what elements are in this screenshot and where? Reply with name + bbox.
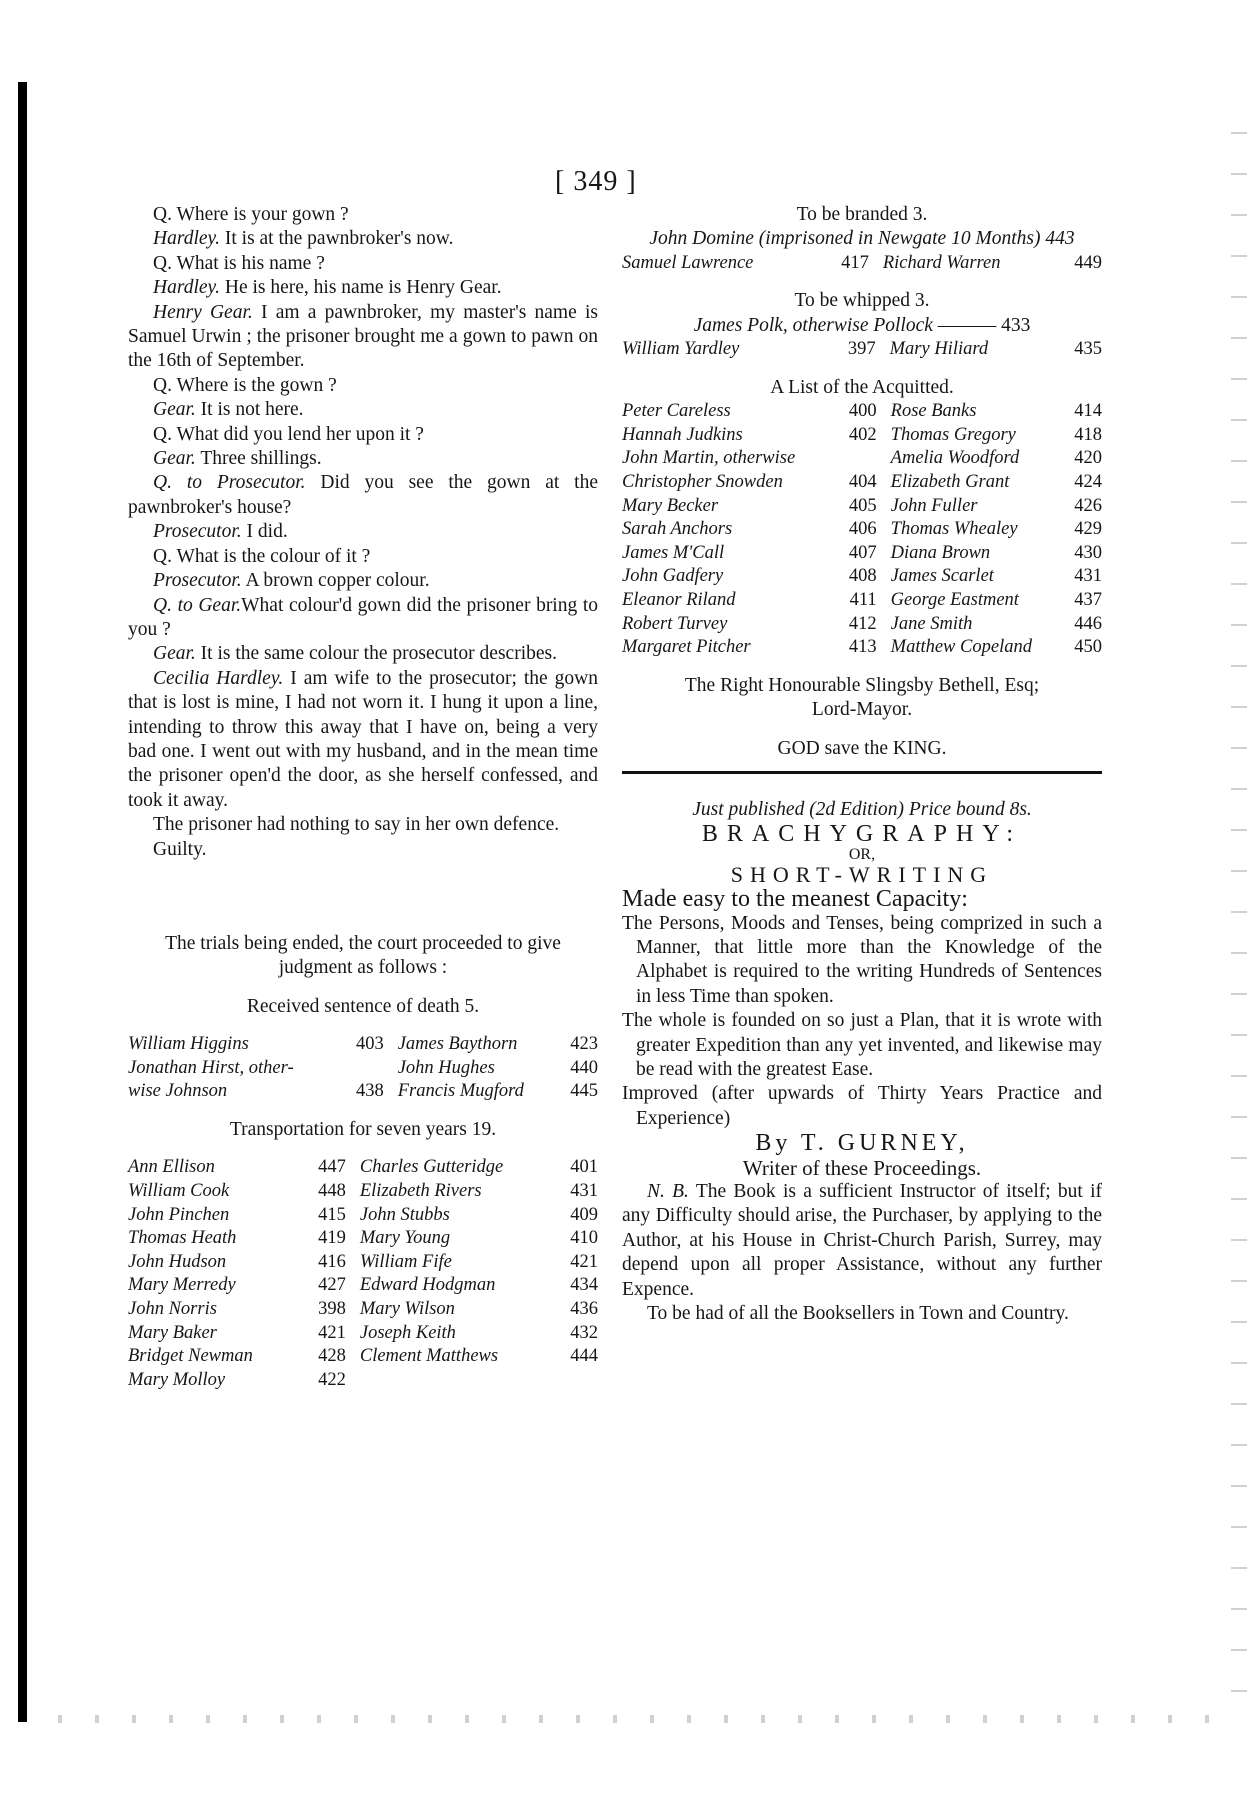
case-number: 405 — [848, 495, 877, 516]
testimony-line — [128, 447, 598, 471]
testimony-text: It is not here. — [195, 399, 304, 421]
person-name: Jane Smith — [890, 613, 973, 634]
testimony-line — [128, 398, 598, 422]
testimony-text: Q. What is his name ? — [153, 252, 325, 274]
case-number: 407 — [848, 542, 877, 563]
person-name: wise Johnson — [128, 1081, 228, 1102]
person-name: Mary Merredy — [128, 1275, 236, 1296]
case-number: 400 — [848, 401, 877, 422]
person-name: John Pinchen — [128, 1204, 230, 1225]
testimony-line — [128, 276, 598, 300]
case-number: 423 — [570, 1034, 598, 1055]
testimony — [128, 203, 598, 862]
case-number: 445 — [570, 1081, 598, 1102]
name-row — [128, 1369, 598, 1393]
case-number: 408 — [848, 566, 877, 587]
person-name: Diana Brown — [890, 542, 991, 563]
name-row — [128, 1204, 598, 1228]
name-row — [622, 447, 1102, 471]
person-name: Richard Warren — [882, 252, 1001, 273]
name-row — [128, 1298, 598, 1322]
case-number: 413 — [848, 637, 877, 658]
testimony-text: Q. Where is your gown ? — [153, 204, 349, 225]
testimony-text: I did. — [241, 521, 288, 543]
person-name — [360, 1369, 560, 1393]
name-row — [622, 495, 1102, 519]
name-row — [128, 1322, 598, 1346]
speaker-name: Hardley. — [153, 277, 220, 299]
testimony-text: I am a pawnbroker, my master's name is Samuel Urwin ; the prisoner brought me a gown to pawn on the 16th of September. — [128, 301, 598, 372]
testimony-text: Guilty. — [153, 838, 207, 860]
person-name: Matthew Copeland — [890, 637, 1032, 658]
ad-nb — [622, 1180, 1102, 1302]
mayor-line: The Right Honourable Slingsby Bethell, Esq; — [684, 674, 1040, 696]
testimony-line — [128, 374, 598, 398]
name-row — [622, 636, 1102, 660]
testimony-line — [128, 838, 598, 862]
case-number: 435 — [1074, 339, 1102, 360]
case-number — [343, 1057, 397, 1081]
case-number: 430 — [1074, 542, 1102, 563]
branded-table — [622, 252, 1102, 276]
speaker-name: Gear. — [153, 448, 196, 470]
person-name: Thomas Gregory — [890, 424, 1016, 445]
name-row — [622, 400, 1102, 424]
speaker-name: Cecilia Hardley. — [153, 667, 284, 689]
proceeding-text: The trials being ended, the court proceeded to give judgment as follows : — [165, 932, 561, 979]
case-number: 404 — [848, 472, 877, 492]
case-number: 417 — [841, 252, 869, 273]
testimony-line — [128, 203, 598, 227]
case-number: 414 — [1074, 401, 1102, 422]
whipped-heading: To be whipped 3. — [794, 290, 930, 312]
ad-published: Just published (2d Edition) Price bound 8s. — [692, 798, 1032, 820]
ad-sellers: To be had of all the Booksellers in Town and Country. — [647, 1303, 1069, 1325]
person-name: Robert Turvey — [622, 613, 728, 634]
case-number: 436 — [570, 1298, 598, 1319]
person-name: Mary Molloy — [128, 1369, 226, 1390]
case-number: 431 — [1074, 566, 1102, 587]
testimony-line — [128, 252, 598, 276]
testimony-line — [128, 642, 598, 666]
testimony-text: A brown copper colour. — [241, 570, 430, 592]
person-name: James Baythorn — [397, 1034, 518, 1055]
person-name: Christopher Snowden — [622, 472, 783, 492]
scan-noise — [1231, 110, 1247, 1730]
person-name: Joseph Keith — [359, 1322, 456, 1343]
person-name: John Gadfery — [622, 566, 724, 587]
case-number: 432 — [570, 1322, 598, 1343]
case-number: 440 — [570, 1057, 598, 1078]
ad-subtitle: SHORT-WRITING — [730, 861, 994, 887]
name-row — [622, 518, 1102, 542]
person-name: Clement Matthews — [359, 1346, 499, 1367]
case-number: 420 — [1074, 448, 1102, 469]
testimony-line — [128, 423, 598, 447]
case-number — [559, 1369, 598, 1393]
testimony-text: What colour'd gown did the prisoner bring to you ? — [128, 594, 599, 640]
divider-rule — [622, 771, 1102, 774]
case-number: 410 — [570, 1228, 598, 1249]
acquitted-heading: A List of the Acquitted. — [770, 376, 954, 398]
case-number: 419 — [318, 1228, 346, 1249]
person-name: Ann Ellison — [128, 1157, 215, 1178]
case-number: 421 — [570, 1251, 598, 1272]
case-number: 402 — [848, 424, 877, 445]
right-column — [622, 203, 1102, 1327]
speaker-name: Gear. — [153, 643, 196, 665]
person-name: Edward Hodgman — [359, 1275, 496, 1296]
person-name: John Norris — [128, 1298, 217, 1319]
case-number: 444 — [570, 1346, 598, 1367]
case-number: 401 — [570, 1157, 598, 1178]
case-number: 450 — [1074, 637, 1102, 658]
case-number: 422 — [318, 1369, 346, 1390]
whipped-name: James Polk, otherwise Pollock — [693, 314, 933, 336]
case-number: 415 — [318, 1204, 346, 1225]
person-name: Elizabeth Rivers — [359, 1180, 482, 1201]
person-name: Thomas Heath — [128, 1228, 237, 1249]
name-row — [622, 424, 1102, 448]
testimony-line — [128, 545, 598, 569]
name-row — [128, 1227, 598, 1251]
case-number: 426 — [1074, 495, 1102, 516]
case-number: 403 — [355, 1034, 384, 1055]
case-number: 398 — [318, 1298, 346, 1319]
case-number: 438 — [355, 1081, 384, 1102]
person-name: John Martin, otherwise — [622, 448, 796, 469]
person-name: William Higgins — [128, 1034, 249, 1055]
person-name: Sarah Anchors — [622, 519, 733, 540]
testimony-line — [128, 813, 598, 837]
speaker-name: Prosecutor. — [153, 570, 242, 592]
person-name: John Hughes — [397, 1057, 495, 1078]
person-name: Charles Gutteridge — [359, 1157, 504, 1178]
case-number: 411 — [849, 589, 877, 610]
case-number: 406 — [848, 519, 877, 540]
ad-or: OR, — [848, 845, 876, 863]
testimony-text: Three shillings. — [195, 448, 322, 470]
testimony-text: It is at the pawnbroker's now. — [219, 228, 454, 250]
case-number: 418 — [1074, 424, 1102, 445]
case-number: 429 — [1074, 519, 1102, 540]
ad-paragraph-1: The Persons, Moods and Tenses, being comprized in such a Manner, that little more than the Knowledge of the Alphabet is required to the writing Hundreds of Sentences in less Time than spoken. — [622, 912, 1102, 1007]
testimony-text: Q. What did you lend her upon it ? — [153, 423, 424, 445]
whipped-table — [622, 338, 1102, 362]
person-name: Peter Careless — [622, 401, 731, 422]
testimony-text: Q. What is the colour of it ? — [153, 545, 371, 567]
person-name: Samuel Lawrence — [622, 252, 754, 273]
person-name: James M'Call — [622, 542, 725, 563]
name-row — [128, 1251, 598, 1275]
ad-paragraph-2: The whole is founded on so just a Plan, that it is wrote with greater Expedition than any yet invented, and likewise may be read with the greatest Ease. — [622, 1010, 1102, 1081]
speaker-name: Henry Gear. — [153, 301, 253, 323]
person-name: John Stubbs — [359, 1204, 450, 1225]
person-name: William Fife — [359, 1251, 452, 1272]
person-name: Mary Baker — [128, 1322, 217, 1343]
name-row — [128, 1345, 598, 1369]
testimony-line — [128, 301, 598, 374]
person-name: John Hudson — [128, 1251, 227, 1272]
speaker-name: Q. to Gear. — [153, 594, 242, 616]
case-number: 397 — [847, 339, 876, 360]
case-number — [838, 447, 890, 471]
person-name: Rose Banks — [890, 401, 977, 422]
case-number: 449 — [1074, 252, 1102, 273]
name-row — [622, 589, 1102, 613]
testimony-text: He is here, his name is Henry Gear. — [219, 277, 502, 299]
whipped-number: 433 — [1001, 314, 1031, 336]
case-number: 447 — [318, 1157, 346, 1178]
person-name: George Eastment — [890, 589, 1019, 610]
name-row — [622, 542, 1102, 566]
testimony-line — [128, 569, 598, 593]
name-row — [128, 1033, 598, 1057]
name-row — [128, 1274, 598, 1298]
testimony-text: It is the same colour the prosecutor describes. — [195, 643, 557, 665]
transport-heading: Transportation for seven years 19. — [229, 1118, 497, 1140]
name-row — [622, 338, 1102, 362]
whipped-line: James Polk, otherwise Pollock ——— 433 — [693, 314, 1031, 336]
ad-tagline: Made easy to the meanest Capacity: — [622, 886, 968, 913]
scan-noise-bottom — [40, 1715, 1215, 1723]
case-number: 437 — [1074, 589, 1102, 610]
ad-writer: Writer of these Proceedings. — [742, 1155, 982, 1180]
case-number: 448 — [318, 1180, 346, 1201]
person-name: Elizabeth Grant — [890, 472, 1010, 492]
case-number: 416 — [318, 1251, 346, 1272]
branded-heading: To be branded 3. — [796, 204, 928, 225]
ad-nb-label: N. B. — [647, 1181, 689, 1203]
person-name: Mary Becker — [622, 495, 719, 516]
name-row — [622, 565, 1102, 589]
case-number: 446 — [1074, 613, 1102, 634]
case-number: 412 — [848, 613, 877, 634]
name-row — [128, 1057, 598, 1081]
case-number: 428 — [318, 1346, 346, 1367]
name-row — [128, 1180, 598, 1204]
speaker-name: Q. to Prosecutor. — [153, 472, 306, 494]
person-name: William Cook — [128, 1180, 230, 1201]
acquitted-table — [622, 400, 1102, 660]
case-number: 424 — [1074, 472, 1102, 492]
person-name: Jonathan Hirst, other- — [128, 1057, 294, 1078]
testimony-line — [128, 667, 598, 813]
person-name: Mary Wilson — [359, 1298, 455, 1319]
speaker-name: Prosecutor. — [153, 521, 242, 543]
person-name: Bridget Newman — [128, 1346, 253, 1367]
testimony-line — [128, 471, 598, 520]
person-name: Mary Young — [359, 1228, 451, 1249]
testimony-text: Q. Where is the gown ? — [153, 374, 337, 396]
testimony-text: I am wife to the prosecutor; the gown that is lost is mine, I had not worn it. I hung it upon a line, intending to throw this away that I have on, being a very bad one. I went out with my husband, and in the mean time the prisoner open'd the door, as she herself confessed, and took it away. — [128, 667, 598, 811]
case-number: 409 — [570, 1204, 598, 1225]
person-name: James Scarlet — [890, 566, 994, 587]
left-column — [128, 203, 598, 1392]
case-number: 427 — [318, 1275, 346, 1296]
case-number: 421 — [318, 1322, 346, 1343]
speaker-name: Gear. — [153, 399, 196, 421]
testimony-line — [128, 594, 598, 643]
branded-line: John Domine (imprisoned in Newgate 10 Months) 443 — [649, 228, 1075, 250]
person-name: Francis Mugford — [397, 1081, 524, 1102]
name-row — [622, 471, 1102, 495]
testimony-text: Did you see the gown at the pawnbroker's house? — [128, 472, 598, 518]
person-name: Margaret Pitcher — [622, 637, 751, 658]
page-number: [ 349 ] — [555, 166, 637, 197]
speaker-name: Hardley. — [153, 228, 220, 250]
testimony-line — [128, 227, 598, 251]
name-row — [128, 1156, 598, 1180]
person-name: Hannah Judkins — [622, 424, 743, 445]
death-table — [128, 1033, 598, 1104]
transport-table — [128, 1156, 598, 1392]
person-name: John Fuller — [890, 495, 978, 516]
death-heading: Received sentence of death 5. — [246, 995, 480, 1017]
scan-edge — [18, 82, 27, 1722]
person-name: Amelia Woodford — [890, 448, 1020, 469]
person-name: Thomas Whealey — [890, 519, 1018, 540]
ad-title: BRACHYGRAPHY: — [701, 821, 1023, 848]
name-row — [128, 1080, 598, 1104]
ad-improved: Improved (after upwards of Thirty Years Practice and Experience) — [622, 1083, 1102, 1129]
name-row — [622, 613, 1102, 637]
god-save-the-king: GOD save the KING. — [777, 737, 947, 759]
mayor-title: Lord-Mayor. — [811, 699, 913, 721]
person-name: Mary Hiliard — [889, 339, 989, 360]
case-number: 431 — [570, 1180, 598, 1201]
ad-author: By T. GURNEY, — [755, 1130, 969, 1157]
case-number: 434 — [570, 1275, 598, 1296]
name-row — [622, 252, 1102, 276]
person-name: Eleanor Riland — [622, 589, 736, 610]
testimony-text: The prisoner had nothing to say in her own defence. — [153, 814, 560, 836]
ad-nb-text: The Book is a sufficient Instructor of itself; but if any Difficulty should arise, the Purchaser, by applying to the Author, at his House in Christ-Church Parish, Surrey, may depend upon all proper Assistance, without any further Expence. — [622, 1181, 1102, 1300]
person-name: William Yardley — [622, 339, 740, 360]
testimony-line — [128, 520, 598, 544]
